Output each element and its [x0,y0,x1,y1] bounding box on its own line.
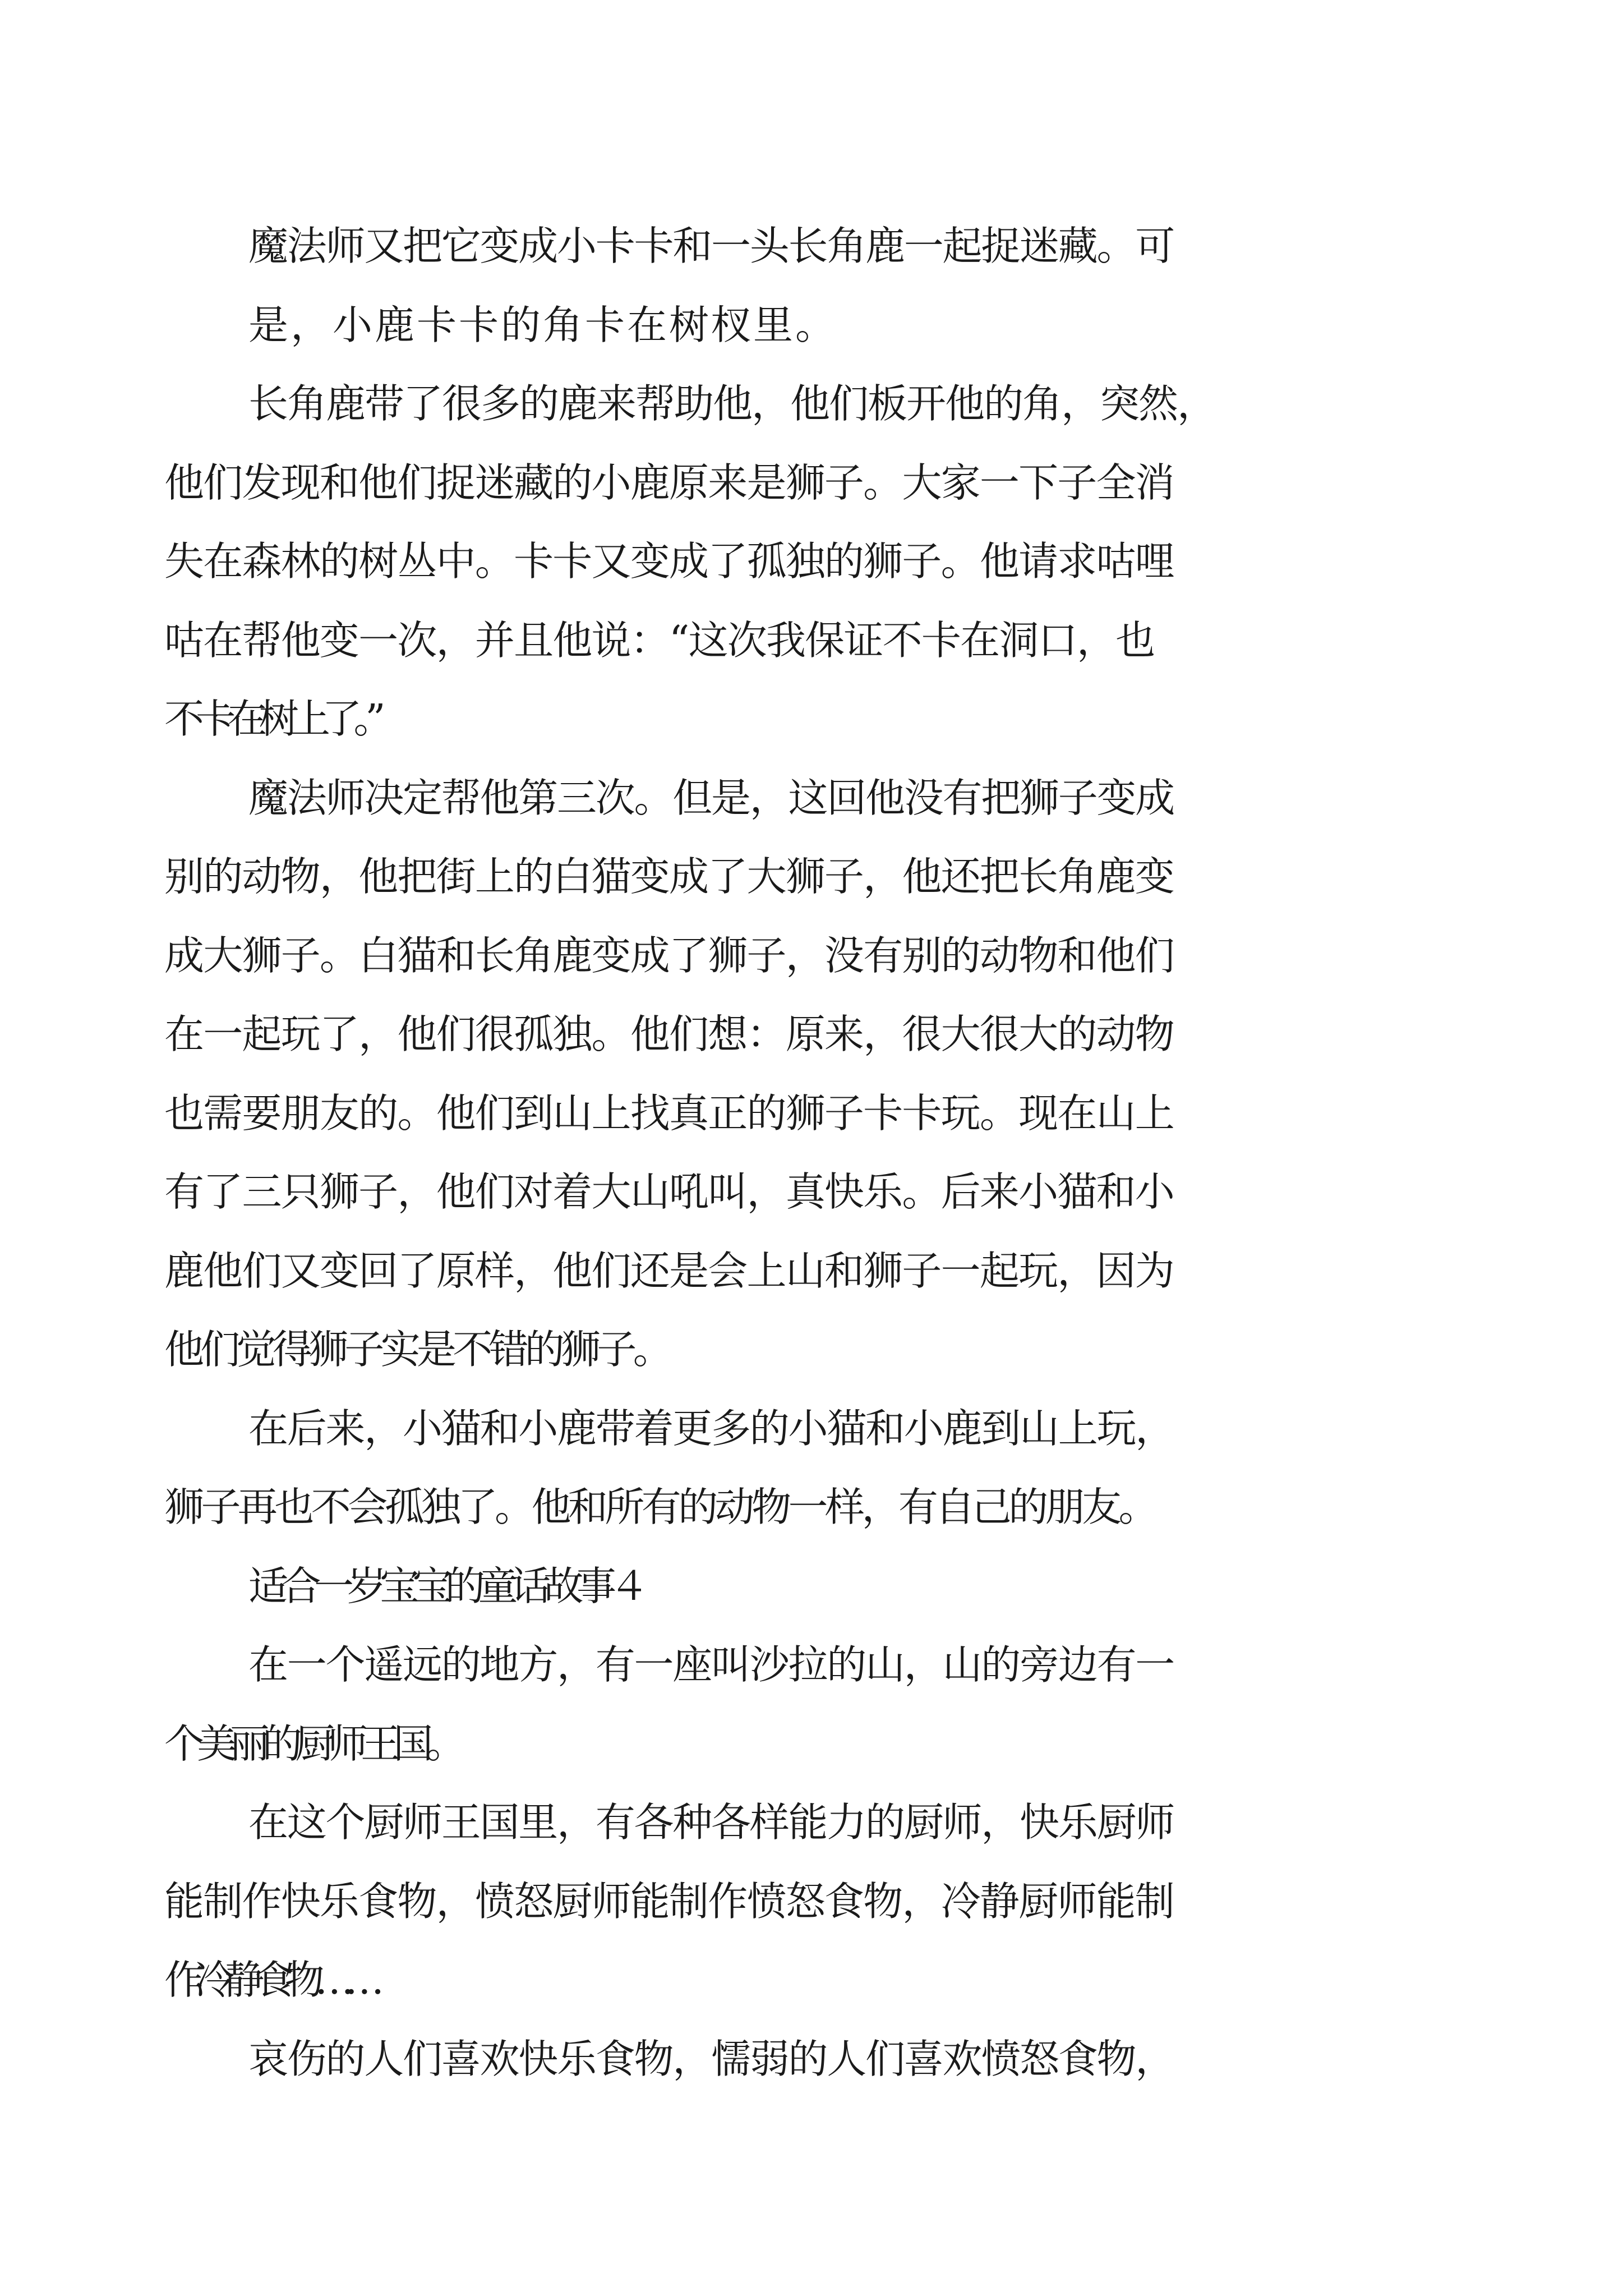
text-line: 别的动物，他把街上的白猫变成了大狮子，他还把长角鹿变 [164,853,1174,900]
text-line: 也需要朋友的。他们到山上找真正的狮子卡卡玩。现在山上 [164,1089,1174,1137]
text-line: 魔法师决定帮他第三次。但是，这回他没有把狮子变成 [248,774,1174,821]
paragraph-4 [164,1389,1387,1547]
section-heading-text: 适合一岁宝宝的童话故事４ [248,1562,643,1609]
section-heading [248,1547,1387,1626]
text-line: 个美丽的厨师王国。 [164,1720,459,1767]
text-line: 能制作快乐食物，愤怒厨师能制作愤怒食物，冷静厨师能制 [164,1878,1174,1925]
text-line: 鹿他们又变回了原样，他们还是会上山和狮子一起玩，因为 [164,1247,1174,1294]
text-line: 哀伤的人们喜欢快乐食物，懦弱的人们喜欢愤怒食物， [248,2035,1174,2082]
text-line: 不卡在树上了。” [164,696,377,742]
paragraph-7 [248,2020,1387,2099]
text-line: 咕在帮他变一次，并且他说：“这次我保证不卡在洞口，也 [164,616,1155,664]
text-line: 在这个厨师王国里，有各种各样能力的厨师，快乐厨师 [248,1799,1174,1846]
text-line: 在一起玩了，他们很孤独。他们想：原来，很大很大的动物 [164,1011,1174,1057]
text-line: 他们觉得狮子实是不错的狮子。 [164,1326,670,1373]
document-body [164,207,1387,2099]
text-line: 作冷静食物…… [164,1957,375,2003]
text-line: 失在森林的树丛中。卡卡又变成了孤独的狮子。他请求咕哩 [164,538,1174,585]
paragraph-1 [248,207,1387,365]
text-line: 在一个遥远的地方，有一座叫沙拉的山，山的旁边有一 [248,1641,1174,1688]
text-line: 在后来，小猫和小鹿带着更多的小猫和小鹿到山上玩， [248,1405,1174,1452]
text-line: 魔法师又把它变成小卡卡和一头长角鹿一起捉迷藏。可 [248,223,1174,269]
paragraph-2 [164,365,1387,759]
paragraph-5 [164,1626,1387,1783]
text-line: 长角鹿带了很多的鹿来帮助他，他们板开他的角，突然， [248,380,1216,427]
paragraph-3 [164,759,1387,1389]
text-line: 他们发现和他们捉迷藏的小鹿原来是狮子。大家一下子全消 [164,459,1174,506]
text-line: 成大狮子。白猫和长角鹿变成了狮子，没有别的动物和他们 [164,932,1174,979]
paragraph-6 [164,1783,1387,2020]
text-line: 有了三只狮子，他们对着大山吼叫，真快乐。后来小猫和小 [164,1168,1174,1215]
text-line: 是，小鹿卡卡的角卡在树杈里。 [248,301,838,348]
text-line: 狮子再也不会孤独了。他和所有的动物一样，有自己的朋友。 [164,1484,1156,1530]
